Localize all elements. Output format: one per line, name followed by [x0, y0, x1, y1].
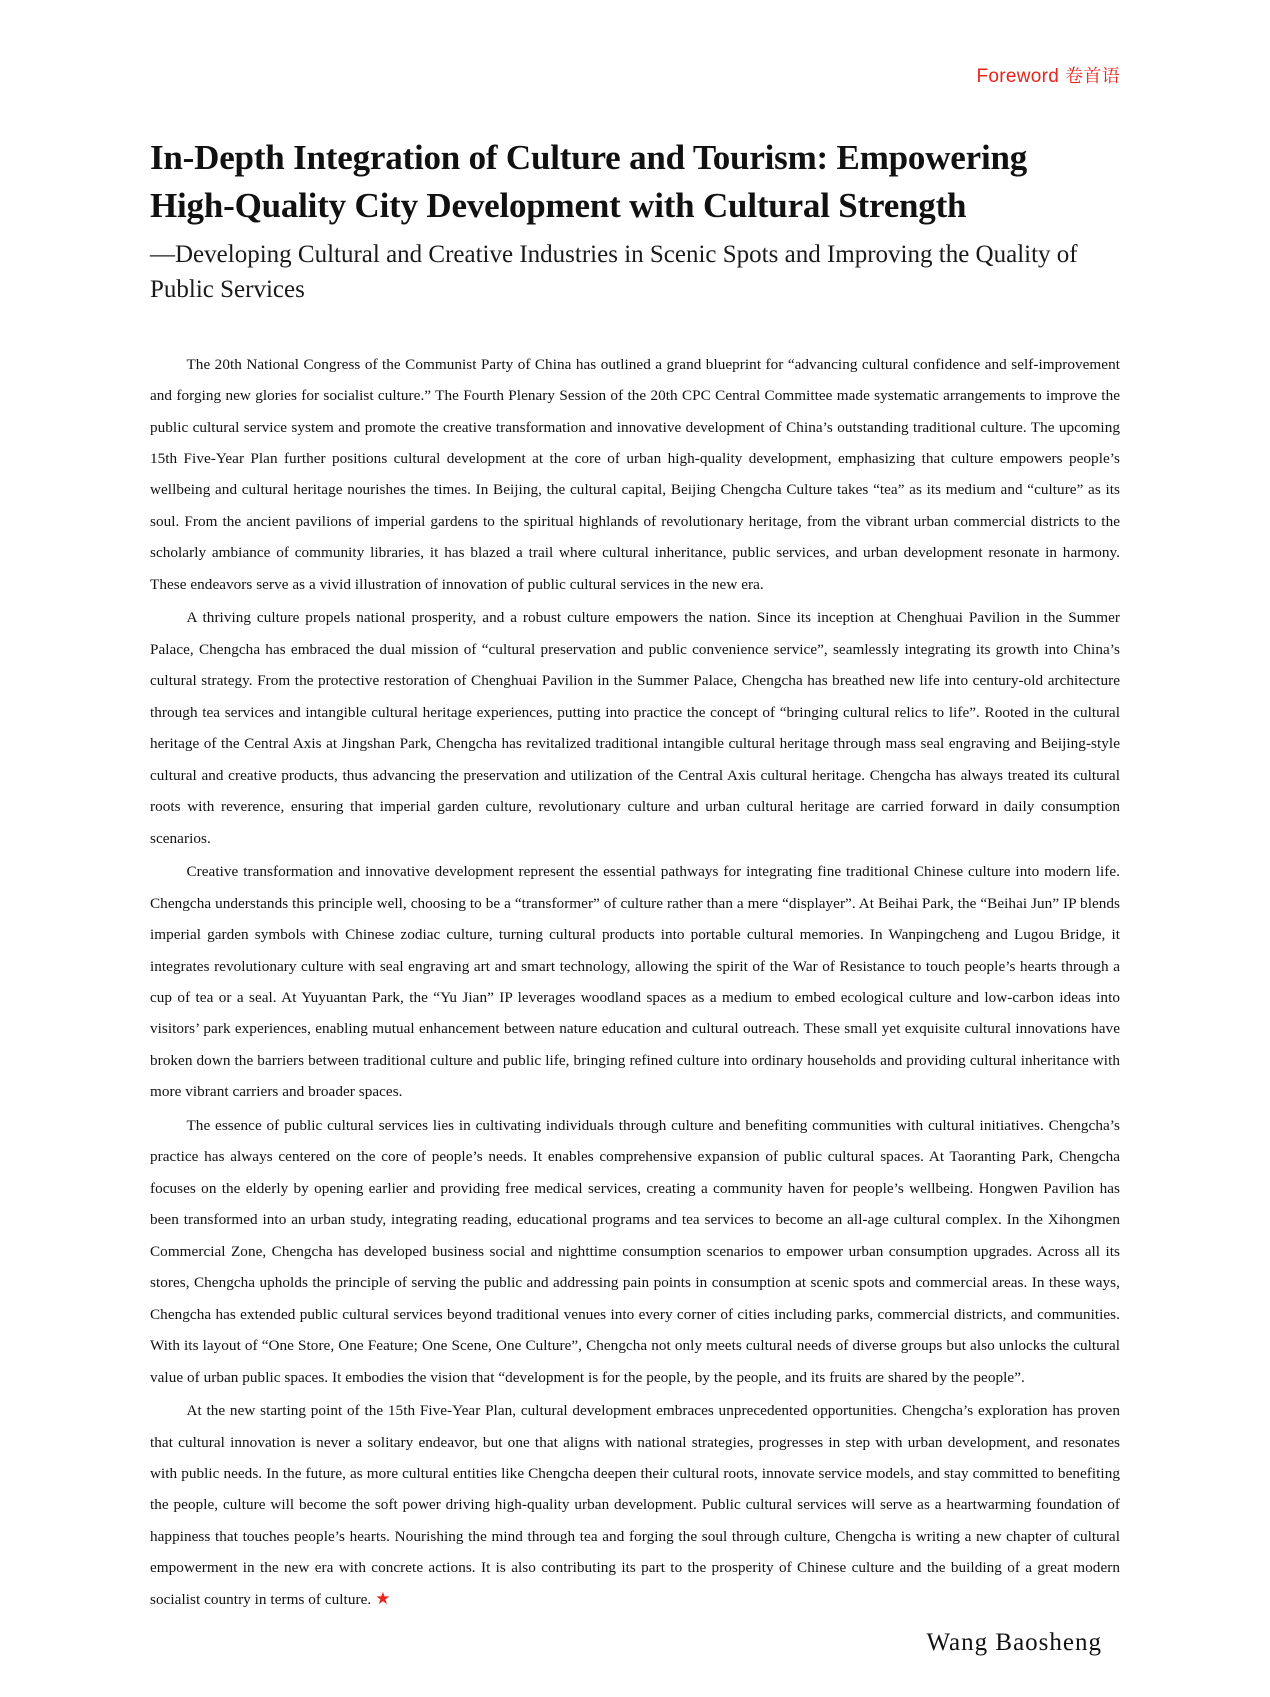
section-header-en: Foreword — [976, 66, 1060, 87]
section-header-cn: 卷首语 — [1065, 66, 1120, 87]
paragraph-text: At the new starting point of the 15th Five-Year Plan, cultural development embraces unprecedented opportunities. Chengcha’s exploration has proven that cultural innovation is never a solitary endeavor, but one that aligns with national strategies, progresses in step with urban development, and resonates with public needs. In the future, as more cultural entities like Chengcha deepen their cultural roots, innovate service models, and stay committed to benefiting the people, culture will become the soft power driving high-quality urban development. Public cultural services will serve as a heartwarming foundation of happiness that touches people’s hearts. Nourishing the mind through tea and forging the soul through culture, Chengcha is writing a new chapter of cultural empowerment in the new era with concrete actions. It is also contributing its part to the prosperity of Chinese culture and the building of a great modern socialist country in terms of culture. — [150, 1402, 1120, 1608]
article-body — [150, 349, 1120, 1616]
paragraph: The essence of public cultural services lies in cultivating individuals through culture and benefiting communities with cultural initiatives. Chengcha’s practice has always centered on the core of people’s needs. It enables comprehensive expansion of public cultural spaces. At Taoranting Park, Chengcha focuses on the elderly by opening earlier and providing free medical services, creating a community haven for people’s wellbeing. Hongwen Pavilion has been transformed into an urban study, integrating reading, educational programs and tea services to become an all-age cultural complex. In the Xihongmen Commercial Zone, Chengcha has developed business social and nighttime consumption scenarios to empower urban consumption upgrades. Across all its stores, Chengcha upholds the principle of serving the public and addressing pain points in consumption at scenic spots and commercial areas. In these ways, Chengcha has extended public cultural services beyond traditional venues into every corner of cities including parks, commercial districts, and communities. With its layout of “One Store, One Feature; One Scene, One Culture”, Chengcha not only meets cultural needs of diverse groups but also unlocks the cultural value of urban public spaces. It embodies the vision that “development is for the people, by the people, and its fruits are shared by the people”. — [150, 1116, 1120, 1386]
paragraph: A thriving culture propels national prosperity, and a robust culture empowers the nation. Since its inception at Chenghuai Pavilion in the Summer Palace, Chengcha has embraced the dual mission of “cultural preservation and public convenience service”, seamlessly integrating its growth into China’s cultural strategy. From the protective restoration of Chenghuai Pavilion in the Summer Palace, Chengcha has breathed new life into century-old architecture through tea services and intangible cultural heritage experiences, putting into practice the concept of “bringing cultural relics to life”. Rooted in the cultural heritage of the Central Axis at Jingshan Park, Chengcha has revitalized traditional intangible cultural heritage through mass seal engraving and Beijing-style cultural and creative products, thus advancing the preservation and utilization of the Central Axis cultural heritage. Chengcha has always treated its cultural roots with reverence, ensuring that imperial garden culture, revolutionary culture and urban cultural heritage are carried forward in daily consumption scenarios. — [150, 609, 1120, 847]
section-header — [150, 62, 1120, 88]
end-mark-star-icon: ★ — [375, 1588, 391, 1608]
page-title: In-Depth Integration of Culture and Tourism: Empowering High-Quality City Development with Cultural Strength — [150, 138, 1028, 226]
author-signature: Wang Baosheng — [926, 1629, 1102, 1657]
page-subtitle: —Developing Cultural and Creative Industries in Scenic Spots and Improving the Quality of Public Services — [150, 240, 1078, 303]
paragraph-last — [150, 1395, 1120, 1615]
paragraph: The 20th National Congress of the Communist Party of China has outlined a grand blueprint for “advancing cultural confidence and self-improvement and forging new glories for socialist culture.” The Fourth Plenary Session of the 20th CPC Central Committee made systematic arrangements to improve the public cultural service system and promote the creative transformation and innovative development of China’s outstanding traditional culture. The upcoming 15th Five-Year Plan further positions cultural development at the core of urban high-quality development, emphasizing that culture empowers people’s wellbeing and cultural heritage nourishes the times. In Beijing, the cultural capital, Beijing Chengcha Culture takes “tea” as its medium and “culture” as its soul. From the ancient pavilions of imperial gardens to the spiritual highlands of revolutionary heritage, from the vibrant urban commercial districts to the scholarly ambiance of community libraries, it has blazed a trail where cultural inheritance, public services, and urban development resonate in harmony. These endeavors serve as a vivid illustration of innovation of public cultural services in the new era. — [150, 355, 1120, 593]
paragraph: Creative transformation and innovative development represent the essential pathways for integrating fine traditional Chinese culture into modern life. Chengcha understands this principle well, choosing to be a “transformer” of culture rather than a mere “displayer”. At Beihai Park, the “Beihai Jun” IP blends imperial garden symbols with Chinese zodiac culture, turning cultural products into portable cultural memories. In Wanpingcheng and Lugou Bridge, it integrates revolutionary culture with seal engraving art and smart technology, allowing the spirit of the War of Resistance to touch people’s hearts through a cup of tea or a seal. At Yuyuantan Park, the “Yu Jian” IP leverages woodland spaces as a medium to embed ecological culture and low-carbon ideas into visitors’ park experiences, enabling mutual enhancement between nature education and cultural outreach. These small yet exquisite cultural innovations have broken down the barriers between traditional culture and public life, bringing refined culture into ordinary households and providing cultural inheritance with more vibrant carriers and broader spaces. — [150, 863, 1120, 1101]
